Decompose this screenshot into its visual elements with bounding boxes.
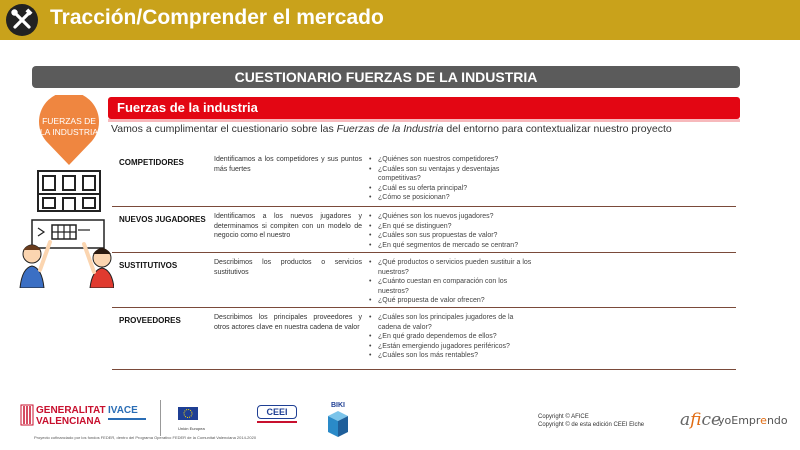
list-item: • ¿Cómo se posicionan? [369, 193, 534, 203]
list-item: • ¿Quiénes son los nuevos jugadores? [369, 212, 534, 222]
list-item: • ¿Cuáles son los principales jugadores de la cadena de valor? [369, 313, 534, 332]
list-item: • ¿Qué productos o servicios pueden sustituir a los nuestros? [369, 258, 534, 277]
table-row [112, 253, 736, 308]
generalitat-logo: GENERALITAT VALENCIANA [20, 403, 130, 433]
ceei-logo: CEEI [257, 405, 297, 427]
table-row [112, 308, 736, 370]
yoemprendo-logo: yoEmprendo [718, 414, 788, 427]
row-term: SUSTITUTIVOS [119, 261, 178, 270]
ivace-logo: IVACE [108, 405, 150, 429]
row-term: NUEVOS JUGADORES [119, 215, 206, 224]
list-item: • ¿Cuáles son los más rentables? [369, 351, 534, 361]
badge-label: FUERZAS DE LA INDUSTRIA [39, 116, 99, 137]
header-bar [0, 0, 800, 40]
list-item: • ¿Cuáles son su ventajas y desventajas competitivas? [369, 165, 534, 184]
team-whiteboard-illustration [18, 214, 114, 288]
list-item: • ¿En qué segmentos de mercado se centran? [369, 241, 534, 251]
question-list [369, 258, 534, 306]
building-icon [37, 170, 101, 212]
question-list [369, 155, 534, 203]
row-description: Describimos los principales proveedores y otros actores clave en nuestra cadena de valor [214, 314, 362, 331]
row-term: COMPETIDORES [119, 158, 184, 167]
table-row [112, 207, 736, 253]
funding-footnote: Proyecto cofinanciado por los fondos FEDER, dentro del Programa Operativo FEDER de la Comunitat Valenciana 2014-2020 [34, 435, 257, 440]
list-item: • ¿En qué se distinguen? [369, 222, 534, 232]
biki-logo: BIKI [326, 402, 350, 442]
footer-divider [160, 400, 161, 436]
afice-logo: afice [680, 410, 722, 430]
questionnaire-table [112, 150, 736, 370]
row-description: Identificamos a los nuevos jugadores y determinamos si compiten con un modelo de negocio como el nuestro [214, 213, 362, 239]
tools-icon [6, 4, 38, 36]
section-title: CUESTIONARIO FUERZAS DE LA INDUSTRIA [32, 66, 740, 88]
row-description: Describimos los productos o servicios sustitutivos [214, 259, 362, 276]
list-item: • ¿Cuál es su oferta principal? [369, 184, 534, 194]
list-item: • ¿En qué grado dependemos de ellos? [369, 332, 534, 342]
eu-flag-logo: Unión Europea [178, 407, 240, 429]
subsection-underline [108, 119, 740, 122]
subsection-title: Fuerzas de la industria [108, 97, 740, 119]
row-term: PROVEEDORES [119, 316, 181, 325]
page-title: Tracción/Comprender el mercado [50, 6, 384, 29]
copyright-text: Copyright © AFICE Copyright © de esta edición CEEI Elche [538, 414, 645, 428]
intro-text: Vamos a cumplimentar el cuestionario sobre las Fuerzas de la Industria del entorno para contextualizar nuestro proyecto [111, 123, 672, 135]
question-list [369, 313, 534, 361]
list-item: • ¿Cuáles son sus propuestas de valor? [369, 231, 534, 241]
list-item: • ¿Están emergiendo jugadores periféricos? [369, 342, 534, 352]
list-item: • ¿Qué propuesta de valor ofrecen? [369, 296, 534, 306]
table-row [112, 150, 736, 207]
row-description: Identificamos a los competidores y sus puntos más fuertes [214, 156, 362, 173]
list-item: • ¿Quiénes son nuestros competidores? [369, 155, 534, 165]
question-list [369, 212, 534, 250]
list-item: • ¿Cuánto cuestan en comparación con los nuestros? [369, 277, 534, 296]
